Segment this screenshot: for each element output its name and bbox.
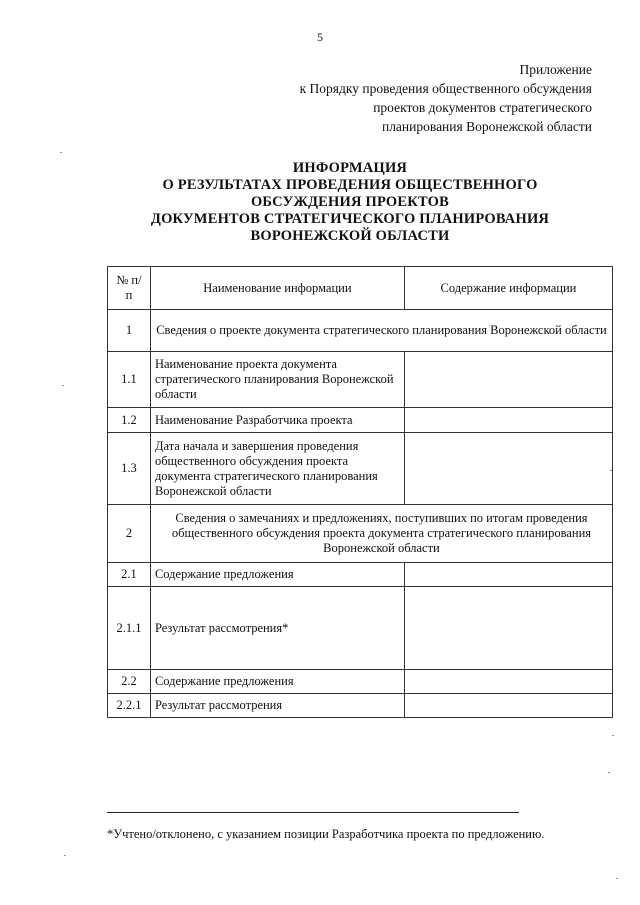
row-content-cell[interactable] xyxy=(404,587,612,670)
scan-speck xyxy=(60,152,62,153)
table-row xyxy=(108,505,613,563)
row-num: 2 xyxy=(108,505,151,563)
table-row xyxy=(108,352,613,408)
title-line: ОБСУЖДЕНИЯ ПРОЕКТОВ xyxy=(250,194,450,210)
row-content-cell[interactable] xyxy=(404,670,612,694)
row-num: 1.3 xyxy=(108,433,151,505)
title-line: ВОРОНЕЖСКОЙ ОБЛАСТИ xyxy=(250,228,450,244)
appendix-line: к Порядку проведения общественного обсуждения xyxy=(299,81,592,96)
header-name: Наименование информации xyxy=(150,267,404,310)
row-name: Результат рассмотрения xyxy=(150,694,404,718)
row-content-cell[interactable] xyxy=(404,352,612,408)
section-title: Сведения о проекте документа стратегического планирования Воронежской области xyxy=(150,310,612,352)
document-title xyxy=(40,160,640,245)
scan-speck xyxy=(608,772,610,773)
row-name: Дата начала и завершения проведения общественного обсуждения проекта документа стратегического планирования Воронежской области xyxy=(150,433,404,505)
table-row xyxy=(108,587,613,670)
title-line: ДОКУМЕНТОВ СТРАТЕГИЧЕСКОГО ПЛАНИРОВАНИЯ xyxy=(150,211,550,227)
row-name: Наименование Разработчика проекта xyxy=(150,408,404,433)
row-content-cell[interactable] xyxy=(404,563,612,587)
row-name: Наименование проекта документа стратегического планирования Воронежской области xyxy=(150,352,404,408)
table-row xyxy=(108,433,613,505)
row-num: 2.1.1 xyxy=(108,587,151,670)
footnote: *Учтено/отклонено, с указанием позиции Разработчика проекта по предложению. xyxy=(107,827,545,841)
appendix-line: Приложение xyxy=(519,62,592,77)
section-title: Сведения о замечаниях и предложениях, поступивших по итогам проведения общественного обсуждения проекта документа стратегического планирования Воронежской области xyxy=(150,505,612,563)
row-name: Содержание предложения xyxy=(150,670,404,694)
title-line: ИНФОРМАЦИЯ xyxy=(292,160,408,176)
header-content: Содержание информации xyxy=(404,267,612,310)
scan-speck xyxy=(64,855,66,856)
scan-speck xyxy=(62,385,64,386)
row-num: 2.1 xyxy=(108,563,151,587)
table-row xyxy=(108,694,613,718)
appendix-line: планирования Воронежской области xyxy=(381,119,592,134)
header-num: № п/п xyxy=(108,267,151,310)
table-header-row xyxy=(108,267,613,310)
information-table xyxy=(107,266,613,718)
table-row xyxy=(108,310,613,352)
row-num: 2.2 xyxy=(108,670,151,694)
footnote-divider xyxy=(107,812,519,813)
row-name: Содержание предложения xyxy=(150,563,404,587)
title-line: О РЕЗУЛЬТАТАХ ПРОВЕДЕНИЯ ОБЩЕСТВЕННОГО xyxy=(162,177,538,193)
appendix-note xyxy=(300,60,592,136)
scan-speck xyxy=(612,735,614,736)
row-content-cell[interactable] xyxy=(404,433,612,505)
table-row xyxy=(108,563,613,587)
row-num: 1 xyxy=(108,310,151,352)
table-row xyxy=(108,408,613,433)
row-content-cell[interactable] xyxy=(404,408,612,433)
row-num: 1.1 xyxy=(108,352,151,408)
row-name: Результат рассмотрения* xyxy=(150,587,404,670)
appendix-line: проектов документов стратегического xyxy=(373,100,592,115)
scan-speck xyxy=(610,470,612,471)
scan-speck xyxy=(616,878,618,879)
row-num: 1.2 xyxy=(108,408,151,433)
row-num: 2.2.1 xyxy=(108,694,151,718)
row-content-cell[interactable] xyxy=(404,694,612,718)
page-number: 5 xyxy=(317,30,323,44)
table-row xyxy=(108,670,613,694)
